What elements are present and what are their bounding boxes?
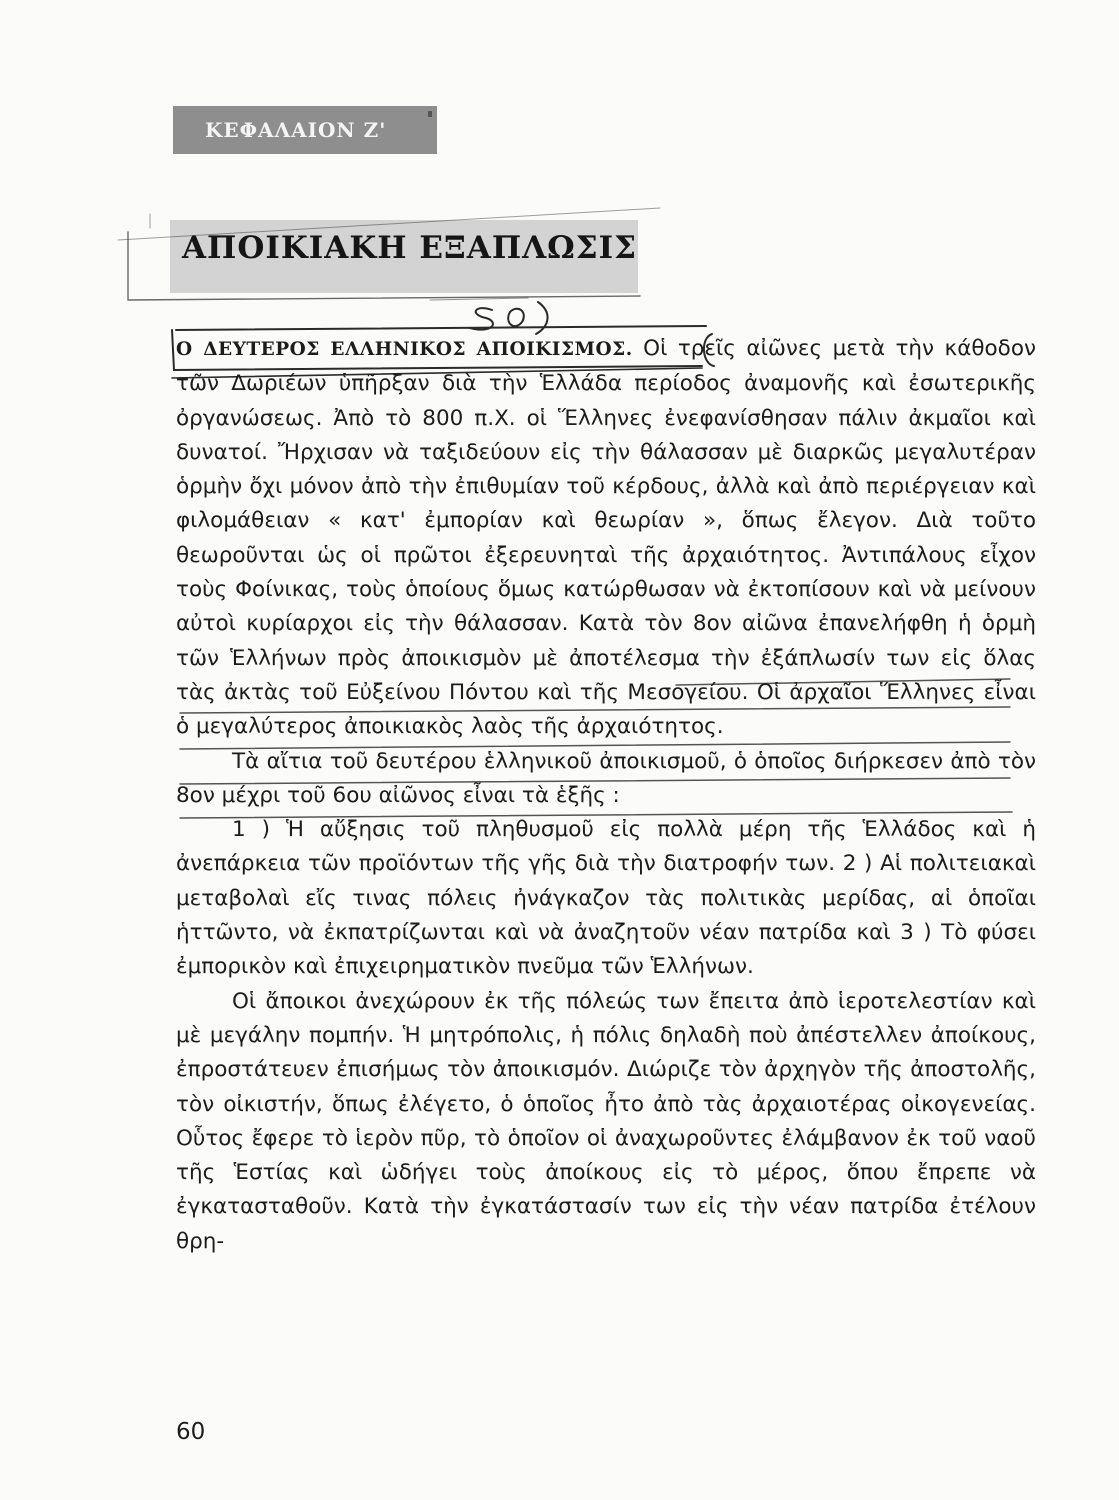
paragraph-1 xyxy=(176,332,1036,745)
body-text xyxy=(176,332,1036,1259)
chapter-title: ΑΠΟΙΚΙΑΚΗ ΕΞΑΠΛΩΣΙΣ xyxy=(182,230,638,266)
paragraph-2: Τὰ αἴτια τοῦ δευτέρου ἑλληνικοῦ ἀποικισμοῦ, ὁ ὁποῖος διήρκεσεν ἀπὸ τὸν 8ον μέχρι τοῦ 6ου αἰῶνος εἶναι τὰ ἑξῆς : xyxy=(176,748,1036,808)
chapter-label: ΚΕΦΑΛΑΙΟΝ Ζ' xyxy=(173,106,437,154)
paragraph-1-text: Οἱ τρεῖς αἰῶνες μετὰ τὴν κάθοδον τῶν Δωριέων ὑπῆρξαν διὰ τὴν Ἑλλάδα περίοδος ἀναμονῆς καὶ ἐσωτερικῆς ὀργανώσεως. Ἀπὸ τὸ 800 π.Χ. οἱ Ἕλληνες ἐνεφανίσθησαν πάλιν ἀκμαῖοι καὶ δυνατοί. Ἤρχισαν νὰ ταξιδεύουν εἰς τὴν θάλασσαν μὲ διαρκῶς μεγαλυτέραν ὁρμὴν ὄχι μόνον ἀπὸ τὴν ἐπιθυμίαν τοῦ κέρδους, ἀλλὰ καὶ ἀπὸ περιέργειαν καὶ φιλομάθειαν « κατ' ἐμπορίαν καὶ θεωρίαν », ὅπως ἔλεγον. Διὰ τοῦτο θεωροῦνται ὡς οἱ πρῶτοι ἐξερευνηταὶ τῆς ἀρχαιότητος. Ἀντιπάλους εἶχον τοὺς Φοίνικας, τοὺς ὁποίους ὅμως κατώρθωσαν νὰ ἐκτοπίσουν καὶ νὰ μείνουν αὐτοὶ κυρίαρχοι εἰς τὴν θάλασσαν. Κατὰ τὸν 8ον αἰῶνα ἐπανελήφθη ἡ ὁρμὴ τῶν Ἑλλήνων πρὸς ἀποικισμὸν μὲ ἀποτέλεσμα τὴν ἐξάπλωσίν των εἰς ὅλας τὰς ἀκτὰς τοῦ Εὐξείνου Πόντου καὶ τῆς Μεσογείου. Οἱ ἀρχαῖοι Ἕλληνες εἶναι ὁ μεγαλύτερος ἀποικιακὸς λαὸς τῆς ἀρχαιότητος. xyxy=(176,336,1036,740)
section-heading: Ο ΔΕΥΤΕΡΟΣ ΕΛΛΗΝΙΚΟΣ ΑΠΟΙΚΙΣΜΟΣ. xyxy=(176,339,633,360)
ink-mark xyxy=(428,111,432,117)
paragraph-3: 1 ) Ἡ αὔξησις τοῦ πληθυσμοῦ εἰς πολλὰ μέρη τῆς Ἑλλάδος καὶ ἡ ἀνεπάρκεια τῶν προϊόντων τῆς γῆς διὰ τὴν διατροφήν των. 2 ) Αἱ πολιτειακαὶ μεταβολαὶ εἴς τινας πόλεις ἠνάγκαζον τὰς πολιτικὰς μερίδας, αἱ ὁποῖαι ἡττῶντο, νὰ ἐκπατρίζωνται καὶ νὰ ἀναζητοῦν νέαν πατρίδα καὶ 3 ) Τὸ φύσει ἐμπορικὸν καὶ ἐπιχειρηματικὸν πνεῦμα τῶν Ἑλλήνων. xyxy=(176,817,1036,980)
page-number: 60 xyxy=(176,1419,206,1445)
paragraph-4: Οἱ ἄποικοι ἀνεχώρουν ἐκ τῆς πόλεώς των ἔπειτα ἀπὸ ἱεροτελεστίαν καὶ μὲ μεγάλην πομπήν. Ἡ μητρόπολις, ἡ πόλις δηλαδὴ ποὺ ἀπέστελλεν ἀποίκους, ἐπροστάτευεν ἐπισήμως τὸν ἀποικισμόν. Διώριζε τὸν ἀρχηγὸν τῆς ἀποστολῆς, τὸν οἰκιστήν, ὅπως ἐλέγετο, ὁ ὁποῖος ἦτο ἀπὸ τὰς ἀρχαιοτέρας οἰκογενείας. Οὗτος ἔφερε τὸ ἱερὸν πῦρ, τὸ ὁποῖον οἱ ἀναχωροῦντες ἐλάμβανον ἐκ τοῦ ναοῦ τῆς Ἑστίας καὶ ὡδήγει τοὺς ἀποίκους εἰς τὸ μέρος, ὅπου ἔπρεπε νὰ ἐγκατασταθοῦν. Κατὰ τὴν ἐγκατάστασίν των εἰς τὴν νέαν πατρίδα ἐτέλουν θρη- xyxy=(176,988,1036,1254)
